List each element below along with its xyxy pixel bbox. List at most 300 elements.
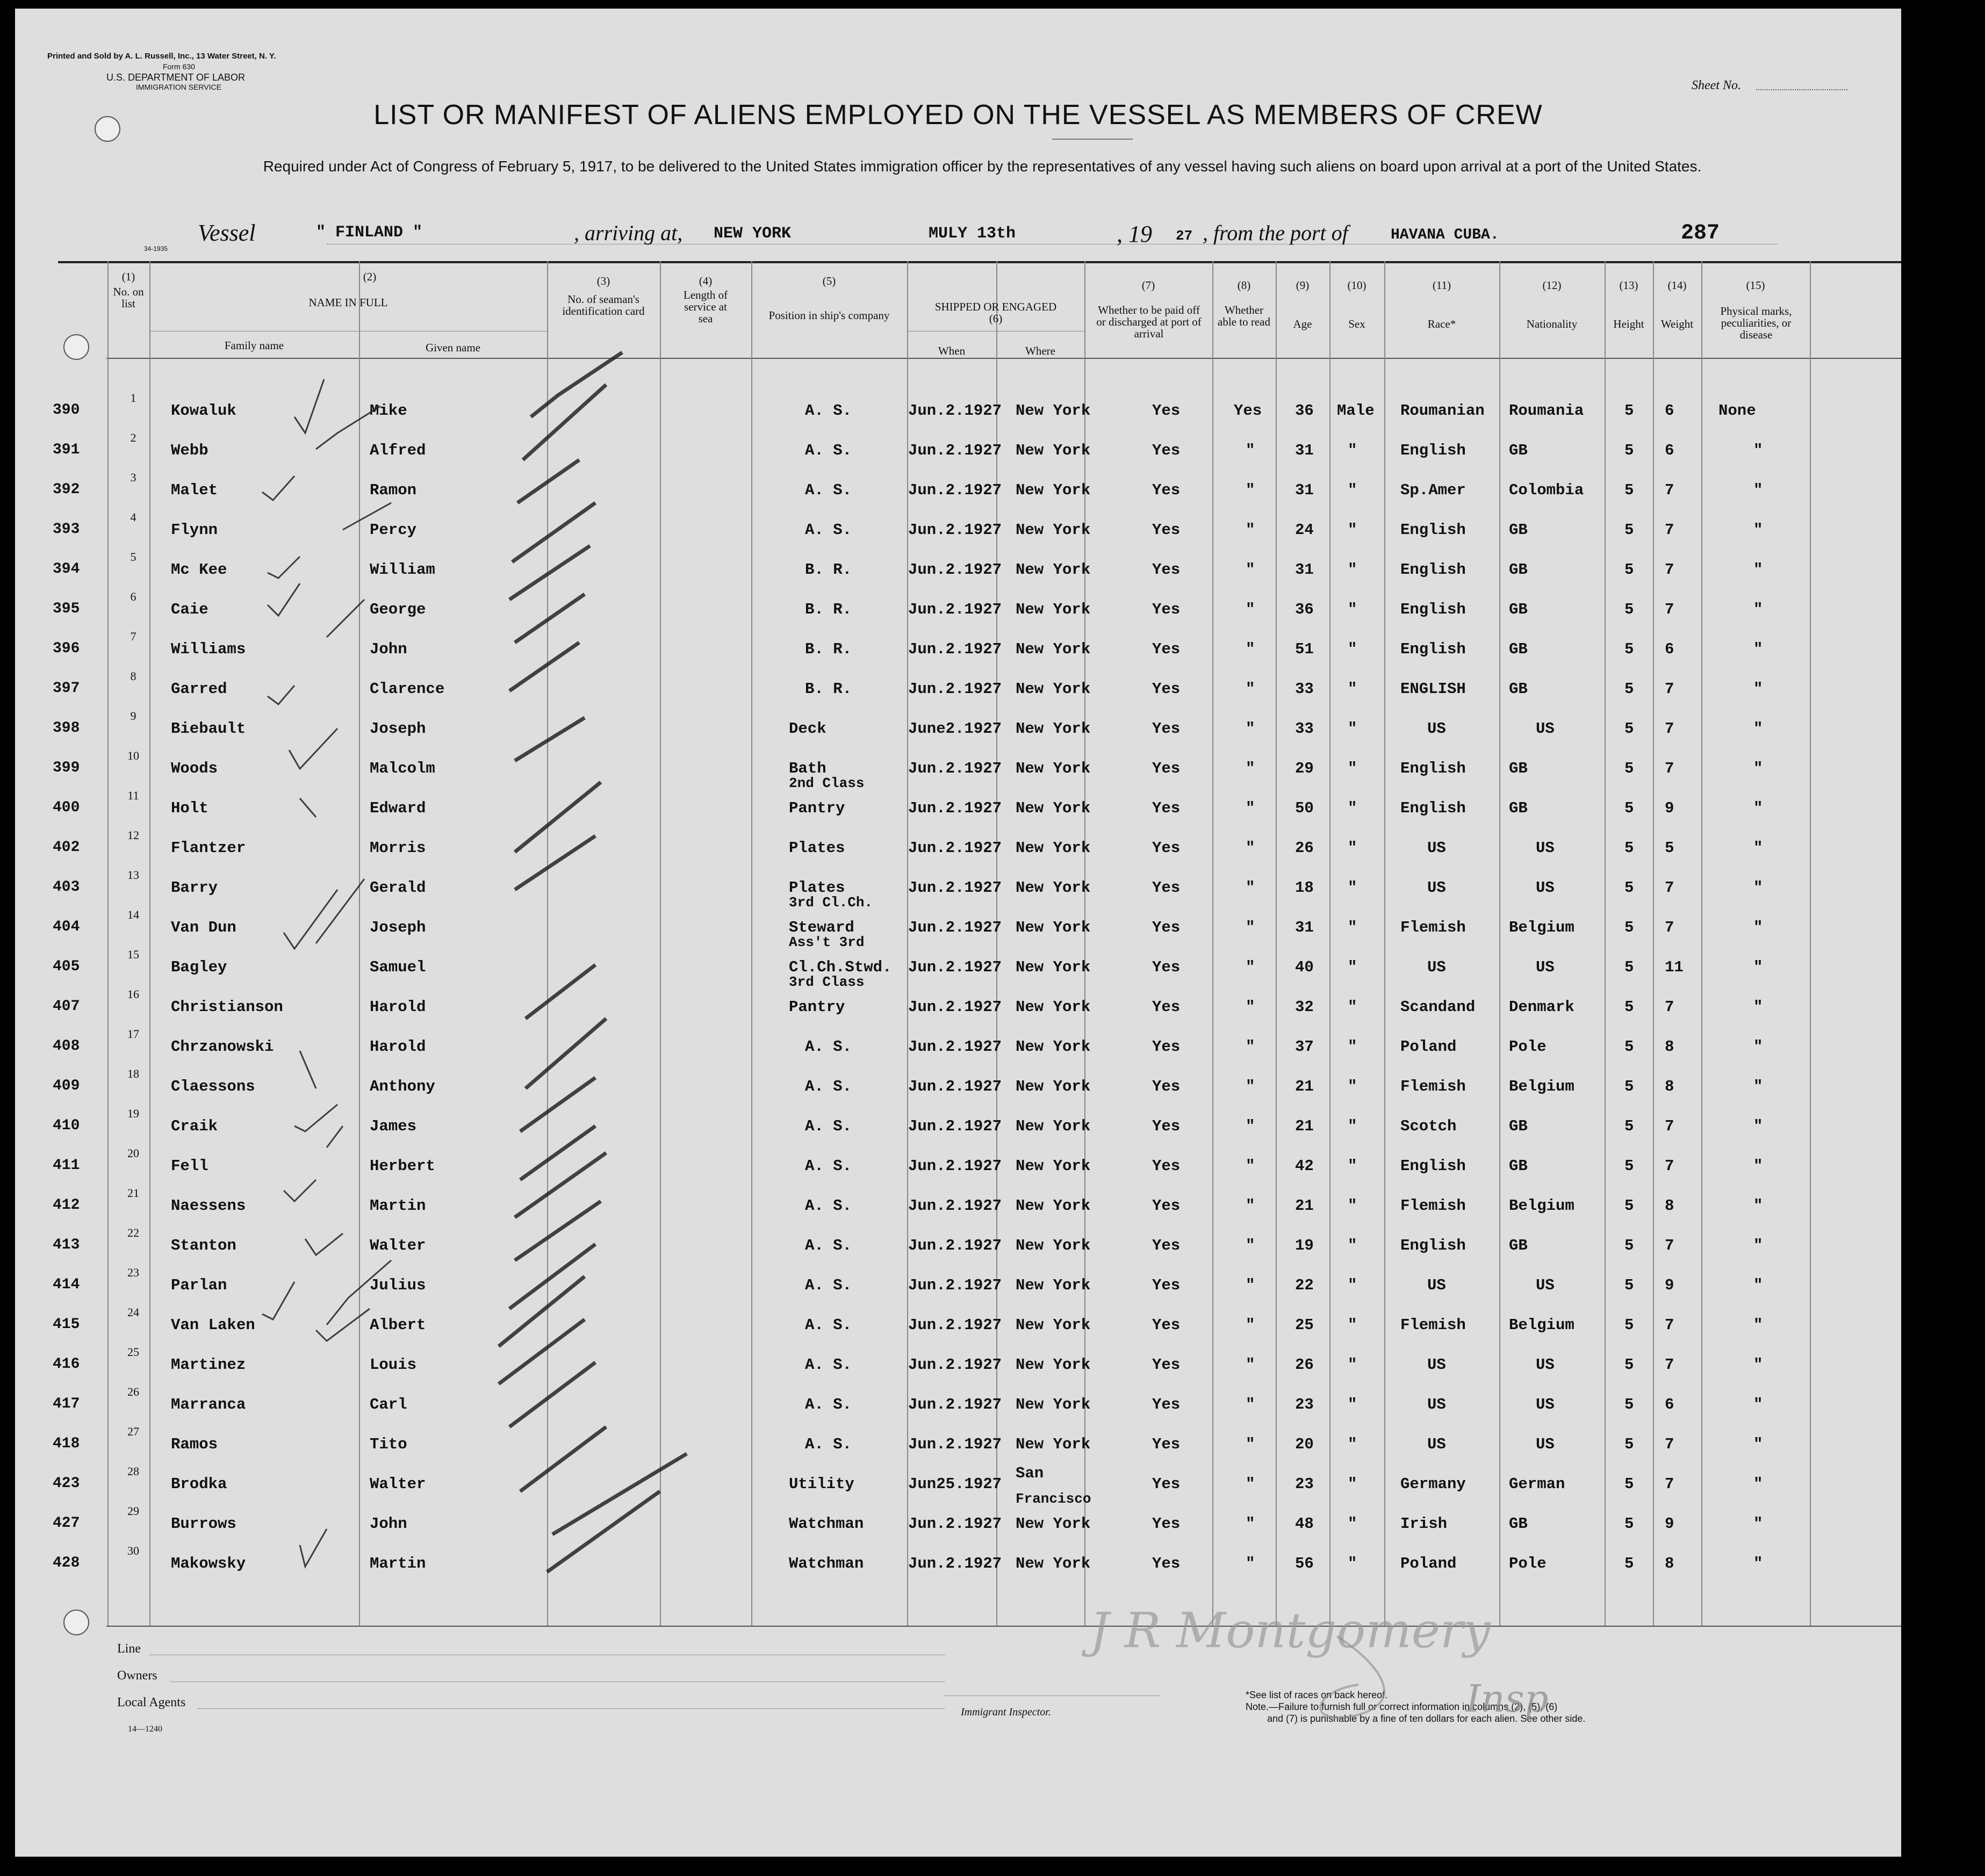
shipped-when: Jun.2.1927 [908, 1117, 1002, 1135]
height: 5 [1624, 839, 1634, 857]
height: 5 [1624, 1475, 1634, 1493]
shipped-where: New York [1016, 919, 1091, 936]
given-name: Martin [370, 1555, 426, 1572]
ledger-number: 394 [53, 561, 80, 578]
height: 5 [1624, 1078, 1634, 1095]
shipped-when: Jun.2.1927 [908, 1038, 1002, 1056]
col-name-in-full: NAME IN FULL [308, 296, 388, 309]
position: A. S. [805, 1435, 852, 1453]
position: Plates [789, 839, 845, 857]
sex: " [1348, 442, 1357, 459]
family-name: Barry [171, 879, 218, 897]
given-name: Alfred [370, 442, 426, 459]
able-to-read: " [1246, 640, 1255, 658]
row-number: 8 [130, 669, 136, 683]
col-no-on-list: No. on list [113, 285, 144, 310]
family-name: Garred [171, 680, 227, 698]
sex: " [1348, 640, 1357, 658]
age: 36 [1295, 402, 1314, 420]
weight: 7 [1665, 1435, 1674, 1453]
height: 5 [1624, 481, 1634, 499]
shipped-when: Jun.2.1927 [908, 1237, 1002, 1254]
arriving-label: , arriving at, [574, 221, 683, 245]
able-to-read: " [1246, 879, 1255, 897]
shipped-when: Jun.2.1927 [908, 1435, 1002, 1453]
ledger-number: 405 [53, 958, 80, 975]
weight: 11 [1665, 958, 1684, 976]
shipped-where: New York [1016, 561, 1091, 579]
physical-marks: " [1753, 1078, 1763, 1095]
note-fine: and (7) is punishable by a fine of ten dollars for each alien. See other side. [1267, 1713, 1586, 1724]
sex: " [1348, 1555, 1357, 1572]
weight: 9 [1665, 1515, 1674, 1533]
ledger-number: 413 [53, 1237, 80, 1253]
shipped-where: New York [1016, 720, 1091, 738]
ledger-number: 395 [53, 601, 80, 617]
age: 33 [1295, 680, 1314, 698]
height: 5 [1624, 919, 1634, 936]
nationality: GB [1509, 760, 1528, 777]
shipped-where: New York [1016, 1117, 1091, 1135]
shipped-when: Jun.2.1927 [908, 1396, 1002, 1413]
manifest-sheet [15, 9, 1901, 1857]
given-name: William [370, 561, 435, 579]
sex: " [1348, 919, 1357, 936]
sex: " [1348, 1078, 1357, 1095]
sex: " [1348, 998, 1357, 1016]
position: Steward [789, 919, 854, 936]
height: 5 [1624, 402, 1634, 420]
row-number: 4 [130, 510, 136, 524]
paid-off: Yes [1152, 1555, 1181, 1572]
family-name: Burrows [171, 1515, 236, 1533]
shipped-where: New York [1016, 1316, 1091, 1334]
given-name: Carl [370, 1396, 407, 1413]
position: A. S. [805, 442, 852, 459]
col-race: Race* [1427, 318, 1456, 330]
sheet-no-label: Sheet No. [1692, 78, 1741, 92]
height: 5 [1624, 958, 1634, 976]
sex: " [1348, 1237, 1357, 1254]
height: 5 [1624, 680, 1634, 698]
row-number: 25 [127, 1345, 139, 1359]
sex: " [1348, 1197, 1357, 1215]
col15-num: (15) [1746, 279, 1765, 292]
age: 48 [1295, 1515, 1314, 1533]
race: Sp.Amer [1400, 481, 1466, 499]
col12-num: (12) [1542, 279, 1562, 292]
able-to-read: " [1246, 1356, 1255, 1374]
age: 25 [1295, 1316, 1314, 1334]
shipped-where: New York [1016, 601, 1091, 618]
position-line2: 2nd Class [789, 775, 865, 791]
able-to-read: " [1246, 1157, 1255, 1175]
ledger-number: 423 [53, 1475, 80, 1492]
paid-off: Yes [1152, 1515, 1181, 1533]
row-number: 19 [127, 1107, 139, 1120]
row-number: 1 [130, 391, 136, 405]
family-name: Christianson [171, 998, 283, 1016]
from-port: HAVANA CUBA. [1391, 227, 1499, 243]
col7-num: (7) [1141, 279, 1155, 292]
col-able-read: Whether able to read [1218, 304, 1270, 328]
shipped-when: June2.1927 [908, 720, 1002, 738]
given-name: Percy [370, 521, 417, 539]
nationality: Roumania [1509, 402, 1584, 420]
row-number: 14 [127, 908, 139, 921]
sex: " [1348, 760, 1357, 777]
sex: " [1348, 799, 1357, 817]
age: 21 [1295, 1117, 1314, 1135]
age: 51 [1295, 640, 1314, 658]
shipped-where: New York [1016, 839, 1091, 857]
height: 5 [1624, 998, 1634, 1016]
shipped-when: Jun.2.1927 [908, 601, 1002, 618]
col4-num: (4) [699, 275, 713, 287]
nationality: German [1509, 1475, 1565, 1493]
row-number: 18 [127, 1067, 139, 1080]
paid-off: Yes [1152, 1197, 1181, 1215]
shipped-where: New York [1016, 958, 1091, 976]
family-name: Fell [171, 1157, 208, 1175]
ledger-number: 409 [53, 1078, 80, 1094]
footer-form-no: 14—1240 [128, 1725, 162, 1734]
shipped-where: New York [1016, 640, 1091, 658]
race: Germany [1400, 1475, 1466, 1493]
nationality: Belgium [1509, 919, 1574, 936]
paid-off: Yes [1152, 561, 1181, 579]
row-number: 22 [127, 1226, 139, 1239]
weight: 7 [1665, 1316, 1674, 1334]
height: 5 [1624, 1356, 1634, 1374]
given-name: Harold [370, 1038, 426, 1056]
ledger-number: 393 [53, 521, 80, 538]
nationality: Pole [1509, 1038, 1547, 1056]
position: A. S. [805, 1038, 852, 1056]
able-to-read: " [1246, 1396, 1255, 1413]
signature-insp: Insp [1466, 1677, 1549, 1721]
able-to-read: " [1246, 1117, 1255, 1135]
position: Cl.Ch.Stwd. [789, 958, 892, 976]
race: English [1400, 1237, 1466, 1254]
given-name: Ramon [370, 481, 417, 499]
height: 5 [1624, 1038, 1634, 1056]
col9-num: (9) [1296, 279, 1310, 292]
ledger-number: 414 [53, 1276, 80, 1293]
col-age: Age [1293, 318, 1312, 330]
ledger-number: 398 [53, 720, 80, 737]
able-to-read: " [1246, 1276, 1255, 1294]
race: US [1427, 839, 1446, 857]
col13-num: (13) [1619, 279, 1638, 292]
weight: 6 [1665, 402, 1674, 420]
col-position: Position in ship's company [768, 309, 890, 322]
family-name: Flynn [171, 521, 218, 539]
race: English [1400, 799, 1466, 817]
physical-marks: " [1753, 1435, 1763, 1453]
col-paid-off: Whether to be paid off or discharged at port of arrival [1096, 304, 1202, 340]
height: 5 [1624, 1157, 1634, 1175]
family-name: Craik [171, 1117, 218, 1135]
able-to-read: " [1246, 998, 1255, 1016]
family-name: Bagley [171, 958, 227, 976]
nationality: US [1536, 720, 1555, 738]
paid-off: Yes [1152, 919, 1181, 936]
age: 18 [1295, 879, 1314, 897]
row-number: 13 [127, 868, 139, 882]
shipped-where: New York [1016, 799, 1091, 817]
paid-off: Yes [1152, 521, 1181, 539]
col2-num: (2) [363, 270, 377, 283]
shipped-where: New York [1016, 1555, 1091, 1572]
race: US [1427, 958, 1446, 976]
family-name: Claessons [171, 1078, 255, 1095]
age: 31 [1295, 561, 1314, 579]
race: Roumanian [1400, 402, 1485, 420]
shipped-when: Jun.2.1927 [908, 998, 1002, 1016]
department: U.S. DEPARTMENT OF LABOR [106, 72, 246, 83]
physical-marks: " [1753, 561, 1763, 579]
note-failure: Note.—Failure to furnish full or correct information in columns (2), (5), (6) [1246, 1701, 1558, 1712]
given-name: Samuel [370, 958, 426, 976]
shipped-when: Jun.2.1927 [908, 1078, 1002, 1095]
paid-off: Yes [1152, 1237, 1181, 1254]
physical-marks: " [1753, 1117, 1763, 1135]
row-number: 24 [127, 1305, 139, 1319]
nationality: US [1536, 1356, 1555, 1374]
col-shipped-engaged: SHIPPED OR ENGAGED [934, 300, 1057, 313]
position: B. R. [805, 601, 852, 618]
height: 5 [1624, 1276, 1634, 1294]
row-number: 6 [130, 590, 136, 603]
row-number: 28 [127, 1464, 139, 1478]
sex: " [1348, 1435, 1357, 1453]
race: Poland [1400, 1038, 1457, 1056]
able-to-read: " [1246, 481, 1255, 499]
nationality: US [1536, 879, 1555, 897]
row-number: 5 [130, 550, 136, 564]
height: 5 [1624, 1435, 1634, 1453]
position-line2: 3rd Class [789, 974, 865, 990]
family-name: Van Laken [171, 1316, 255, 1334]
row-number: 10 [127, 749, 139, 762]
shipped-where: New York [1016, 1396, 1091, 1413]
paid-off: Yes [1152, 1475, 1181, 1493]
race: English [1400, 442, 1466, 459]
given-name: Herbert [370, 1157, 435, 1175]
paid-off: Yes [1152, 402, 1181, 420]
sex: " [1348, 958, 1357, 976]
row-number: 11 [127, 789, 139, 802]
race: US [1427, 1276, 1446, 1294]
ledger-number: 410 [53, 1117, 80, 1134]
race: Irish [1400, 1515, 1448, 1533]
position: A. S. [805, 1078, 852, 1095]
physical-marks: " [1753, 601, 1763, 618]
row-number: 17 [127, 1027, 139, 1041]
ledger-number: 417 [53, 1396, 80, 1412]
physical-marks: " [1753, 1237, 1763, 1254]
given-name: Mike [370, 402, 407, 420]
family-name: Biebault [171, 720, 246, 738]
paid-off: Yes [1152, 799, 1181, 817]
height: 5 [1624, 601, 1634, 618]
weight: 7 [1665, 561, 1674, 579]
position: Plates [789, 879, 845, 897]
physical-marks: " [1753, 1038, 1763, 1056]
weight: 7 [1665, 720, 1674, 738]
row-number: 21 [127, 1186, 139, 1200]
sex: " [1348, 1117, 1357, 1135]
physical-marks: " [1753, 799, 1763, 817]
col-sex: Sex [1348, 318, 1365, 330]
given-name: Gerald [370, 879, 426, 897]
ledger-number: 392 [53, 481, 80, 498]
ledger-number: 428 [53, 1555, 80, 1571]
ledger-number: 407 [53, 998, 80, 1015]
shipped-when: Jun.2.1927 [908, 561, 1002, 579]
position: A. S. [805, 1396, 852, 1413]
age: 24 [1295, 521, 1314, 539]
shipped-when: Jun.2.1927 [908, 640, 1002, 658]
inspector-signature [1079, 1567, 1697, 1728]
col-height: Height [1613, 318, 1644, 330]
physical-marks: " [1753, 1475, 1763, 1493]
paid-off: Yes [1152, 1276, 1181, 1294]
col-length-service: Length of service at sea [683, 288, 728, 325]
paid-off: Yes [1152, 481, 1181, 499]
vessel-name: " FINLAND " [316, 223, 423, 242]
family-name: Chrzanowski [171, 1038, 274, 1056]
able-to-read: " [1246, 1316, 1255, 1334]
family-name: Martinez [171, 1356, 246, 1374]
able-to-read: " [1246, 1078, 1255, 1095]
shipped-when: Jun.2.1927 [908, 1555, 1002, 1572]
form-number: Form 630 [163, 62, 195, 71]
physical-marks: " [1753, 1197, 1763, 1215]
position: A. S. [805, 521, 852, 539]
shipped-where: New York [1016, 1435, 1091, 1453]
shipped-when: Jun.2.1927 [908, 680, 1002, 698]
shipped-where: New York [1016, 680, 1091, 698]
race: US [1427, 1356, 1446, 1374]
position: A. S. [805, 1157, 852, 1175]
col11-num: (11) [1432, 279, 1451, 292]
paid-off: Yes [1152, 1316, 1181, 1334]
race: English [1400, 1157, 1466, 1175]
race: US [1427, 720, 1446, 738]
race: Scandand [1400, 998, 1476, 1016]
sex: " [1348, 680, 1357, 698]
weight: 6 [1665, 442, 1674, 459]
age: 22 [1295, 1276, 1314, 1294]
vessel-label: Vessel [198, 220, 256, 246]
given-name: John [370, 1515, 407, 1533]
sex: " [1348, 1475, 1357, 1493]
col14-num: (14) [1667, 279, 1687, 292]
able-to-read: " [1246, 1515, 1255, 1533]
given-name: Julius [370, 1276, 426, 1294]
shipped-where: New York [1016, 1237, 1091, 1254]
able-to-read: " [1246, 561, 1255, 579]
given-name: Anthony [370, 1078, 435, 1095]
given-name: Joseph [370, 720, 426, 738]
able-to-read: " [1246, 760, 1255, 777]
age: 56 [1295, 1555, 1314, 1572]
row-number: 20 [127, 1146, 139, 1160]
able-to-read: " [1246, 1038, 1255, 1056]
sex: " [1348, 839, 1357, 857]
col-where: Where [1025, 344, 1055, 357]
nationality: GB [1509, 561, 1528, 579]
weight: 7 [1665, 1117, 1674, 1135]
given-name: Malcolm [370, 760, 435, 777]
weight: 7 [1665, 998, 1674, 1016]
sex: " [1348, 720, 1357, 738]
ledger-number: 402 [53, 839, 80, 856]
given-name: Louis [370, 1356, 417, 1374]
height: 5 [1624, 442, 1634, 459]
shipped-where: New York [1016, 998, 1091, 1016]
position: A. S. [805, 1117, 852, 1135]
paid-off: Yes [1152, 680, 1181, 698]
height: 5 [1624, 1197, 1634, 1215]
col1-num: (1) [121, 270, 135, 283]
shipped-where: New York [1016, 1197, 1091, 1215]
signature-text: J R Montgomery [1090, 1603, 1491, 1659]
weight: 7 [1665, 919, 1674, 936]
family-name: Webb [171, 442, 208, 459]
shipped-when: Jun.2.1927 [908, 879, 1002, 897]
ledger-number: 408 [53, 1038, 80, 1055]
position: A. S. [805, 1316, 852, 1334]
physical-marks: " [1753, 720, 1763, 738]
able-to-read: " [1246, 1435, 1255, 1453]
nationality: GB [1509, 1157, 1528, 1175]
age: 40 [1295, 958, 1314, 976]
position: Watchman [789, 1555, 864, 1572]
paid-off: Yes [1152, 720, 1181, 738]
shipped-where: New York [1016, 481, 1091, 499]
position: A. S. [805, 1356, 852, 1374]
ledger-number: 400 [53, 799, 80, 816]
physical-marks: " [1753, 958, 1763, 976]
weight: 7 [1665, 481, 1674, 499]
position: A. S. [805, 402, 852, 420]
shipped-where: New York [1016, 1157, 1091, 1175]
ledger-number: 415 [53, 1316, 80, 1333]
nationality: Pole [1509, 1555, 1547, 1572]
physical-marks: " [1753, 1276, 1763, 1294]
family-name: Naessens [171, 1197, 246, 1215]
height: 5 [1624, 799, 1634, 817]
subtitle: Required under Act of Congress of February 5, 1917, to be delivered to the United States immigration officer by the representatives of any vessel having such aliens on board upon arrival at a port of the United States. [263, 158, 1702, 175]
footer-agents-label: Local Agents [117, 1695, 186, 1709]
weight: 5 [1665, 839, 1674, 857]
sex: " [1348, 601, 1357, 618]
position: A. S. [805, 1237, 852, 1254]
shipped-when: Jun.2.1927 [908, 1356, 1002, 1374]
nationality: GB [1509, 680, 1528, 698]
age: 26 [1295, 1356, 1314, 1374]
weight: 7 [1665, 1356, 1674, 1374]
shipped-where: New York [1016, 402, 1091, 420]
sex: " [1348, 1157, 1357, 1175]
race: US [1427, 879, 1446, 897]
given-name: Walter [370, 1475, 426, 1493]
shipped-where: New York [1016, 442, 1091, 459]
able-to-read: Yes [1234, 402, 1262, 420]
